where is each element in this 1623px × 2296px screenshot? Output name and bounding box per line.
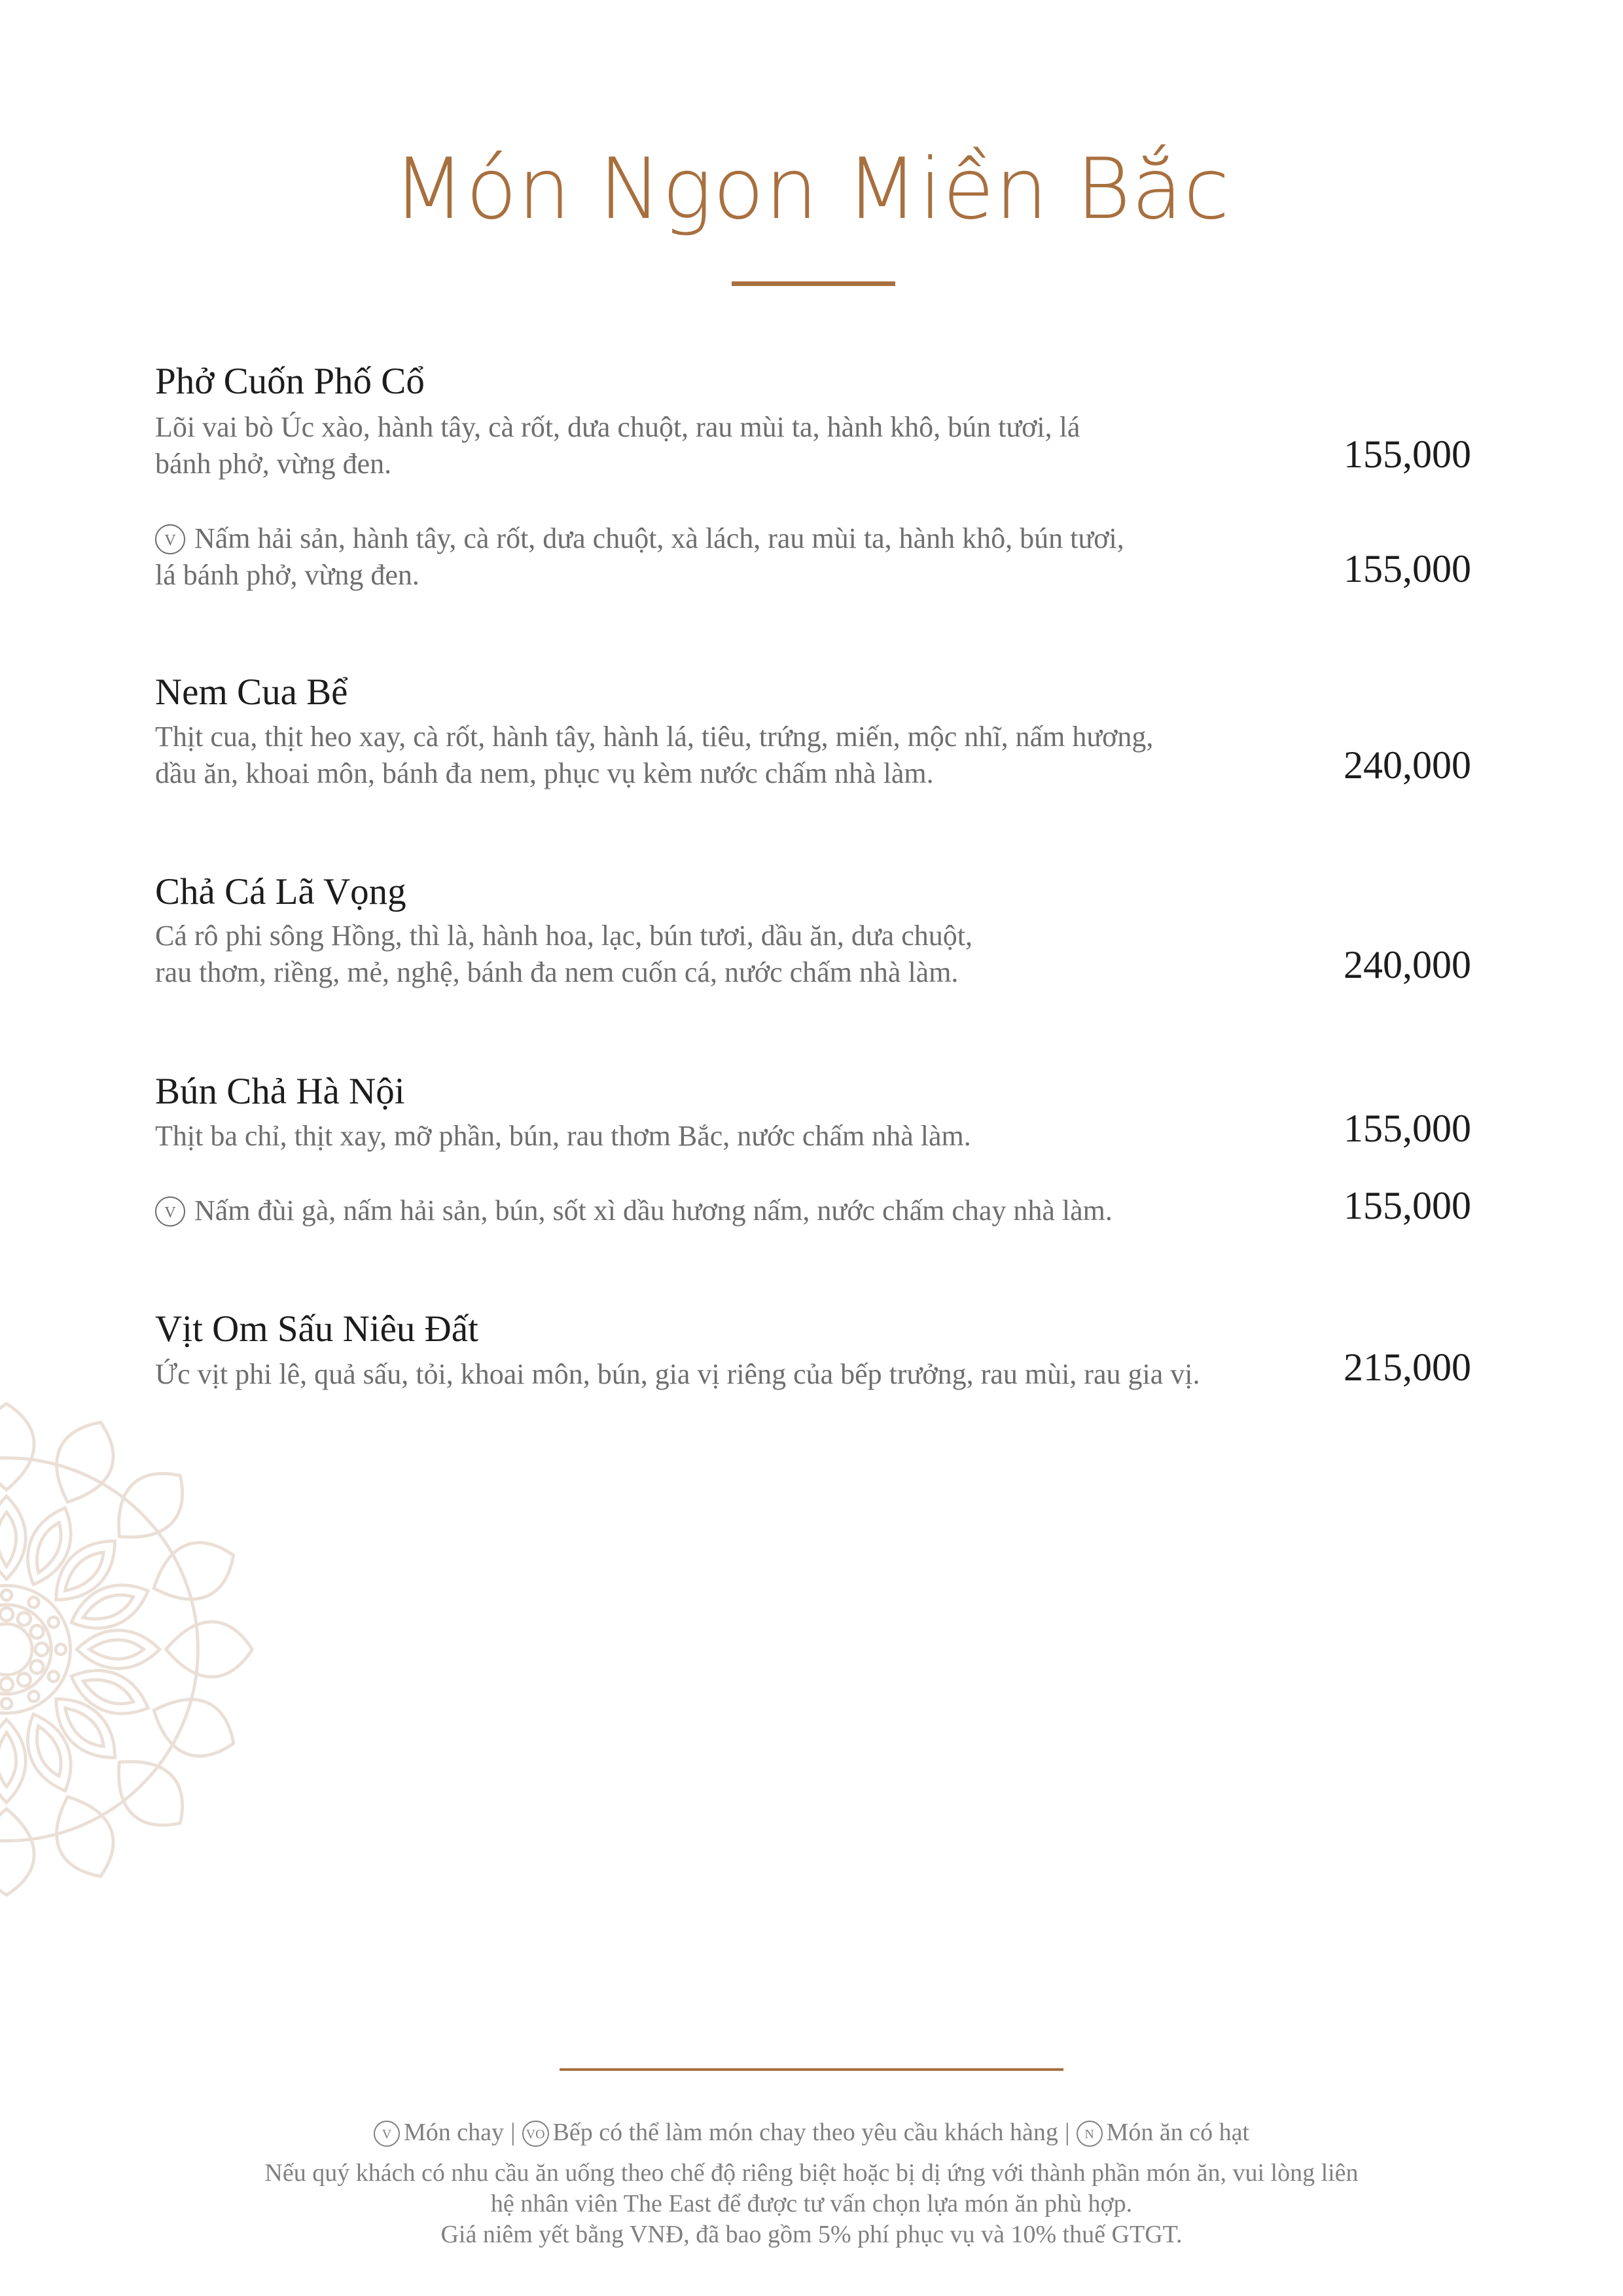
dish-price: 215,000 [1344, 1346, 1471, 1389]
vegetarian-badge-icon: V [155, 524, 185, 554]
dish-name: Nem Cua Bể [155, 672, 348, 713]
title-divider [732, 281, 895, 286]
page-title: Món Ngon Miền Bắc [393, 141, 1230, 238]
dish-name: Phở Cuốn Phố Cổ [155, 361, 425, 402]
allergy-note: Nếu quý khách có nhu cầu ăn uống theo chế độ riêng biệt hoặc bị dị ứng với thành phần món ăn, vui lòng liên [264, 2159, 1359, 2187]
dish-description-vegetarian: V Nấm đùi gà, nấm hải sản, bún, sốt xì dầu hương nấm, nước chấm chay nhà làm. [155, 1193, 1113, 1229]
dish-description: Ức vịt phi lê, quả sấu, tỏi, khoai môn, bún, gia vị riêng của bếp trưởng, rau mùi, rau gia vị. [155, 1358, 1200, 1390]
dish-price: 155,000 [1344, 1107, 1471, 1150]
price-note: Giá niêm yết bằng VNĐ, đã bao gồm 5% phí phục vụ và 10% thuế GTGT. [440, 2221, 1183, 2248]
vegetarian-badge-icon: V [155, 1196, 185, 1227]
dish-price: 155,000 [1344, 433, 1471, 476]
dish-name: Chả Cá Lã Vọng [155, 871, 406, 912]
legend-vegetarian-option: Bếp có thể làm món chay theo yêu cầu khách hàng [552, 2119, 1058, 2146]
dish-description: Thịt ba chỉ, thịt xay, mỡ phần, bún, rau thơm Bắc, nước chấm nhà làm. [155, 1120, 971, 1152]
dish-price: 240,000 [1344, 943, 1471, 986]
vegetarian-badge-icon: V [374, 2121, 400, 2147]
legend-nuts: Món ăn có hạt [1106, 2119, 1249, 2146]
mandala-ornament [0, 1394, 262, 1905]
nuts-badge-icon: N [1077, 2121, 1103, 2147]
dish-price: 240,000 [1344, 744, 1471, 787]
dish-name: Bún Chả Hà Nội [155, 1071, 405, 1112]
vegetarian-option-badge-icon: VO [522, 2121, 549, 2147]
legend: V Món chay | VO Bếp có thể làm món chay theo yêu cầu khách hàng | N Món ăn có hạt [0, 2118, 1623, 2147]
allergy-note: hệ nhân viên The East để được tư vấn chọn lựa món ăn phù hợp. [490, 2190, 1133, 2217]
footer-divider [560, 2068, 1063, 2071]
dish-description: Cá rô phi sông Hồng, thì là, hành hoa, lạc, bún tươi, dầu ăn, dưa chuột, rau thơm, riềng, mẻ, nghệ, bánh đa nem cuốn cá, nước chấm nhà làm. [155, 920, 972, 988]
dish-price: 155,000 [1344, 547, 1471, 590]
dish-description: Thịt cua, thịt heo xay, cà rốt, hành tây, hành lá, tiêu, trứng, miến, mộc nhĩ, nấm hương, dầu ăn, khoai môn, bánh đa nem, phục vụ kèm nước chấm nhà làm. [155, 721, 1154, 789]
dish-name: Vịt Om Sấu Niêu Đất [155, 1308, 478, 1350]
dish-price: 155,000 [1344, 1184, 1471, 1227]
dish-description: Lõi vai bò Úc xào, hành tây, cà rốt, dưa chuột, rau mùi ta, hành khô, bún tươi, lá bánh phở, vừng đen. [155, 411, 1080, 480]
legend-vegetarian: Món chay [404, 2119, 505, 2146]
dish-description-vegetarian: V Nấm hải sản, hành tây, cà rốt, dưa chuột, xà lách, rau mùi ta, hành khô, bún tươi, lá bánh phở, vừng đen. [155, 522, 1124, 591]
